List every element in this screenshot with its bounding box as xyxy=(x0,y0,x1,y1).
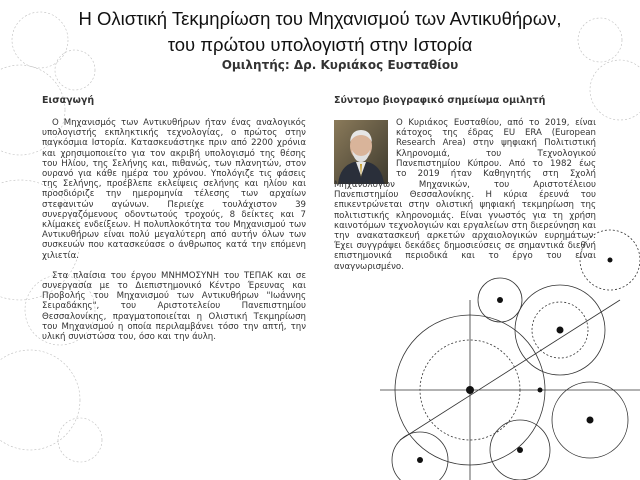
bio-line-4: Κληρονομιά, του Τεχνολογικού xyxy=(396,148,596,159)
page-title xyxy=(0,6,640,58)
bio-text-rest xyxy=(334,180,596,272)
intro-text xyxy=(42,118,306,342)
title-line-2: του πρώτου υπολογιστή στην Ιστορία xyxy=(167,34,473,55)
bio-line-2: κάτοχος της έδρας EU ERA (European xyxy=(396,128,596,139)
bio-paragraph-rest: Μηχανολόγων Μηχανικών, του Αριστοτέλειου Πανεπιστημίου Θεσσαλονίκης. Η κύρια έρευνά του επικεντρώνεται στην ολιστική ψηφιακή τεκμηρίωση της πολιτιστικής κληρονομιάς. Είναι γνωστός για τη χρήση καινοτόμων τεχνολογιών και εργαλείων στη διερεύνηση και την ανακατασκευή αρκετών αρχαιολογικών ευρημάτων. Έχει συγγράψει δεκάδες δημοσιεύσεις σε σημαντικά διεθνή επιστημονικά περιοδικά και το έργο του είναι αναγνωρισμένο. xyxy=(334,180,596,272)
bio-line-3: Research Area) στην ψηφιακή Πολιτιστική xyxy=(396,138,596,149)
bio-line-6: το 2019 ήταν Καθηγητής στη Σχολή xyxy=(396,169,596,180)
speaker-name: Ομιλητής: Δρ. Κυριάκος Ευσταθίου xyxy=(221,58,459,72)
bio-heading: Σύντομο βιογραφικό σημείωμα ομιλητή xyxy=(334,95,546,106)
bio-line-1: Ο Κυριάκος Ευσταθίου, από το 2019, είναι xyxy=(396,118,596,128)
intro-paragraph-1: Ο Μηχανισμός των Αντικυθήρων ήταν ένας αναλογικός υπολογιστής εκπληκτικής τεχνολογίας, ο πρώτος στην παγκόσμια Ιστορία. Κατασκευάστηκε πριν από 2200 χρόνια και χρησιμοποιείτο για τον ακριβή υπολογισμό της θέσης του Ηλίου, της Σελήνης και, πιθανώς, των πλανητών, στον ουρανό για κάθε ημέρα του χρόνου. Υπολόγιζε τις φάσεις της Σελήνης, προέβλεπε εκλείψεις σελήνης και ηλίου και προσδιόριζε την ημερομηνία τέλεσης των αρχαίων στεφανιτών αγώνων. Περιείχε τουλάχιστον 39 συνεργαζόμενους οδοντωτούς τροχούς, 8 δείκτες και 7 κλίμακες ενδείξεων. Η πολυπλοκότητα του Μηχανισμού των Αντικυθήρων είναι πολύ μεγαλύτερη από αυτήν όλων των συσκευών που κατασκεύασε ο άνθρωπος κατά την επόμενη χιλιετία. xyxy=(42,118,306,261)
title-line-1: Η Ολιστική Τεκμηρίωση του Μηχανισμού των Αντικυθήρων, xyxy=(78,8,562,29)
bio-line-5: Πανεπιστημίου Κύπρου. Από το 1982 έως xyxy=(396,158,596,169)
speaker-photo xyxy=(334,120,388,184)
bio-text-top xyxy=(396,118,596,179)
intro-paragraph-2: Στα πλαίσια του έργου ΜΝΗΜΟΣΥΝΗ του ΤΕΠΑΚ και σε συνεργασία με το Διεπιστημονικό Κέντρο Έρευνας και Προβολής του Μηχανισμού των Αντικυθήρων "Ιωάννης Σειραδάκης", του Αριστοτελείου Πανεπιστημίου Θεσσαλονίκης, πραγματοποιείται η Ολιστική Τεκμηρίωση του Μηχανισμού η οποία περιλαμβάνει τόσο την απτή, την υλική συνιστώσα του, όσο και την άυλη. xyxy=(42,270,306,343)
intro-heading: Εισαγωγή xyxy=(42,95,95,106)
